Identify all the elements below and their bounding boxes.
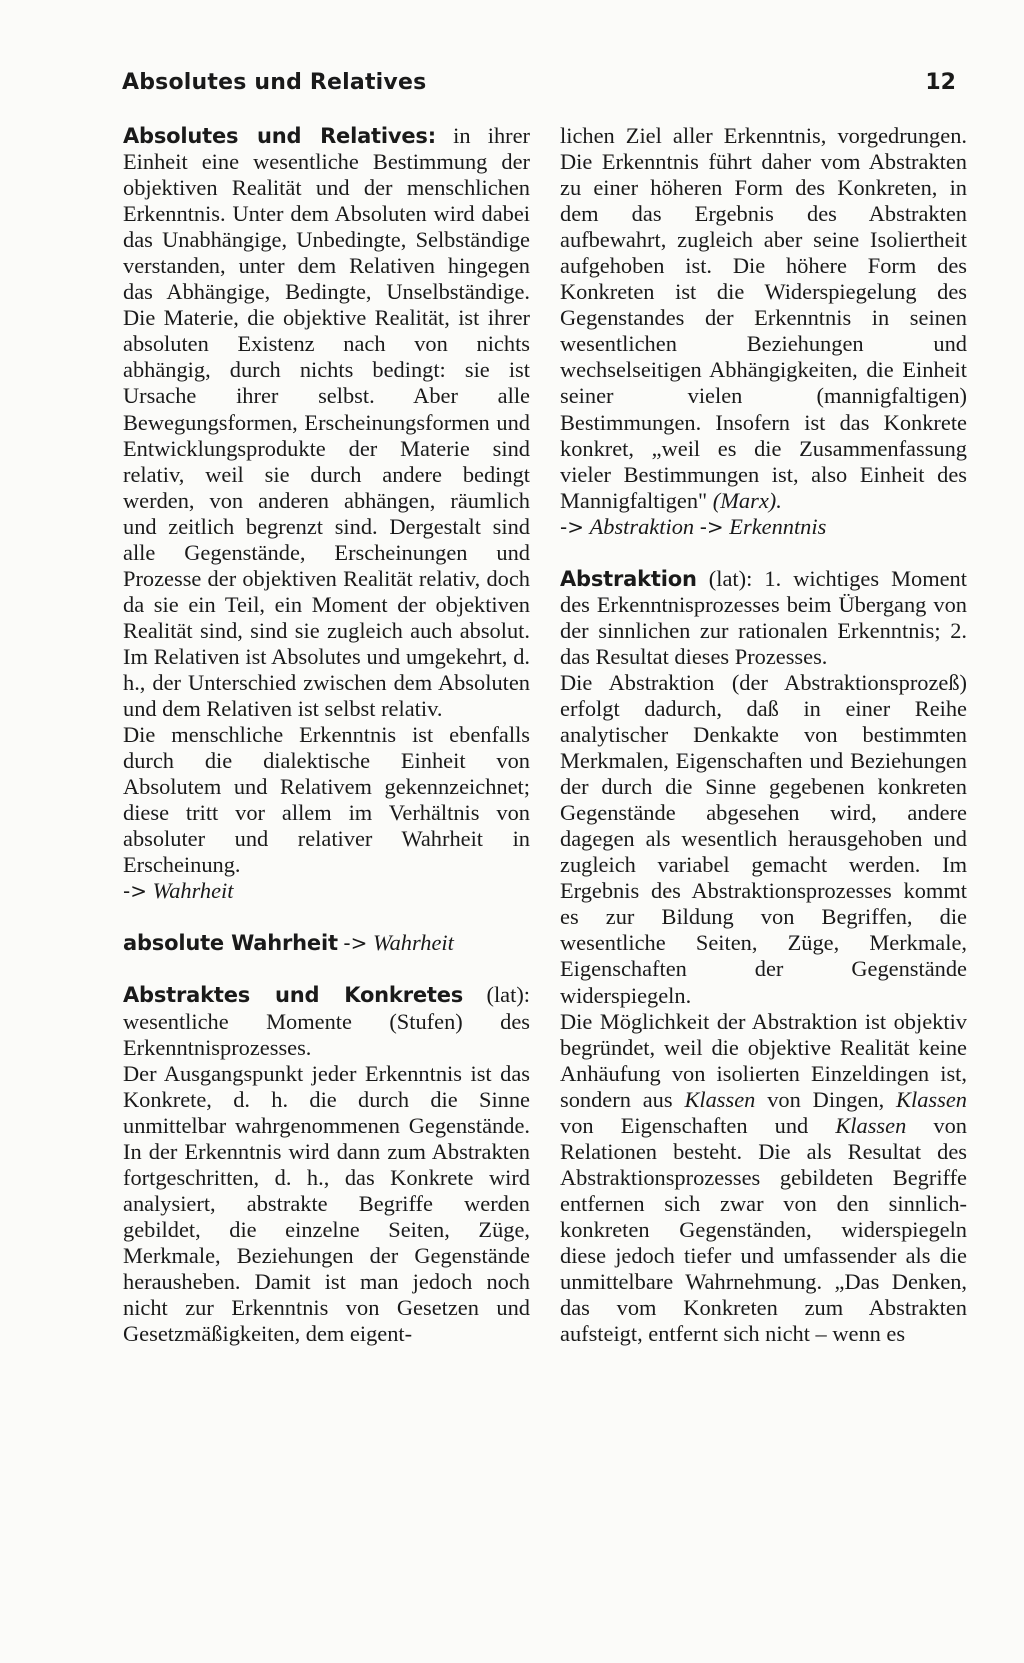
- entry-paragraph: Die menschliche Erkenntnis ist ebenfalls durch die dialektische Einheit von Absolutem und Relativem gekennzeichnet; diese tritt vor allem im Verhältnis von absoluter und relativer Wahrheit in Erscheinung.: [123, 722, 530, 878]
- entry-paragraph: Die Abstraktion (der Abstraktionsprozeß) erfolgt dadurch, daß in einer Reihe analytischer Denkakte von bestimmten Merkmalen, Eigenschaften und Beziehungen der durch die Sinne gegebenen konkreten Gegenstände abgesehen wird, andere dagegen als wesentlich herausgehoben und zugleich variabel gemacht werden. Im Ergebnis des Abstraktionsprozesses kommt es zur Bildung von Begriffen, die wesentliche Seiten, Züge, Merkmale, Eigenschaften der Gegenstände widerspiegeln.: [560, 669, 967, 1008]
- running-title: Absolutes und Relatives: [122, 70, 427, 95]
- entry-headword: Absolutes und Relatives:: [123, 124, 436, 148]
- entry-absolutes-und-relatives: [123, 123, 530, 722]
- entry-intro: (lat): 1. wichtiges Moment des Erkenntnisprozesses beim Übergang von der sinnlichen zur rationalen Erkenntnis; 2. das Resultat dieses Prozesses.: [560, 565, 967, 669]
- entry-headword: Abstraktes und Konkretes: [123, 983, 464, 1008]
- xref-link[interactable]: Wahrheit: [152, 878, 234, 904]
- cross-reference: [560, 514, 967, 540]
- entry-abstraktes-und-konkretes: [123, 982, 530, 1060]
- text-run: von Dingen,: [767, 1086, 885, 1112]
- xref-link[interactable]: Wahrheit: [373, 930, 454, 956]
- entry-abstraktion: [560, 566, 967, 670]
- entry-headword: Abstraktion: [560, 566, 697, 591]
- arrow-right-icon: ->: [699, 514, 724, 539]
- entry-absolute-wahrheit: [123, 930, 530, 956]
- left-column: [123, 123, 530, 1347]
- entry-body: in ihrer Einheit eine wesentliche Bestimmung der objektiven Realität und der menschlichen Erkenntnis. Unter dem Absoluten wird dabei das Unabhängige, Unbedingte, Selbständige verstanden, unter dem Relativen hingegen das Abhängige, Bedingte, Unselbständige. Die Materie, die objektive Realität, ist ihrer absoluten Existenz nach von nichts abhängig, durch nichts bedingt: sie ist Ursache ihrer selbst. Aber alle Bewegungsformen, Erscheinungsformen und Entwicklungsprodukte der Materie sind relativ, weil sie durch andere bedingt werden, von anderen abhängen, räumlich und zeitlich begrenzt sind. Dergestalt sind alle Gegenstände, Erscheinungen und Prozesse der objektiven Realität relativ, doch da sie ein Teil, ein Moment der objektiven Realität sind, sind sie zugleich auch absolut. Im Relativen ist Absolutes und umgekehrt, d. h., der Unterschied zwischen dem Absoluten und dem Relativen ist selbst relativ.: [123, 123, 530, 722]
- entry-headword: absolute Wahrheit: [123, 931, 338, 956]
- arrow-right-icon: ->: [560, 514, 584, 539]
- text-run: von Relationen besteht. Die als Resultat des Abstraktionsprozesses gebildeten Begriffe entfernen sich zwar von den sinnlich-konkreten Gegenständen, widerspiegeln diese jedoch tiefer und umfassender als die unmittelbare Wahrnehmung. „Das Denken, das vom Konkreten zum Abstrakten aufsteigt, entfernt sich nicht – wenn es: [560, 1112, 967, 1347]
- citation: (Marx).: [712, 487, 782, 513]
- xref-link[interactable]: Abstraktion: [589, 513, 695, 539]
- text-run: von Eigenschaften und: [560, 1112, 809, 1138]
- text-run: Die Möglichkeit der Abstraktion ist objektiv begründet, weil die objektive Realität keine Anhäufung von isolierten Einzeldingen ist, sondern aus: [560, 1008, 967, 1112]
- page-number: 12: [925, 70, 956, 95]
- emphasis: Klassen: [684, 1086, 756, 1112]
- entry-paragraph: [560, 1009, 967, 1348]
- arrow-right-icon: ->: [343, 931, 368, 956]
- emphasis: Klassen: [835, 1112, 907, 1138]
- entry-continuation: [560, 123, 967, 514]
- entry-intro: (lat): wesentliche Momente (Stufen) des Erkenntnisprozesses.: [123, 982, 530, 1060]
- entry-body: lichen Ziel aller Erkenntnis, vorgedrungen. Die Erkenntnis führt daher vom Abstrakten zu einer höheren Form des Konkreten, in dem das Ergebnis des Abstrakten aufbewahrt, zugleich aber seine Isoliertheit aufgehoben ist. Die höhere Form des Konkreten ist die Widerspiegelung des Gegenstandes der Erkenntnis in seinen wesentlichen Beziehungen und wechselseitigen Abhängigkeiten, die Einheit seiner vielen (mannigfaltigen) Bestimmungen. Insofern ist das Konkrete konkret, „weil es die Zusammenfassung vieler Bestimmungen ist, also Einheit des Mannigfaltigen": [560, 123, 967, 513]
- right-column: [560, 123, 967, 1347]
- entry-paragraph: Der Ausgangspunkt jeder Erkenntnis ist das Konkrete, d. h. die durch die Sinne unmittelbar wahrgenommenen Gegenstände. In der Erkenntnis wird dann zum Abstrakten fortgeschritten, d. h., das Konkrete wird analysiert, abstrakte Begriffe werden gebildet, die einzelne Seiten, Züge, Merkmale, Beziehungen der Gegenstände herausheben. Damit ist man jedoch noch nicht zur Erkenntnis von Gesetzen und Gesetzmäßigkeiten, dem eigent-: [123, 1060, 530, 1347]
- emphasis: Klassen: [896, 1086, 967, 1112]
- arrow-right-icon: ->: [123, 879, 147, 904]
- xref-link[interactable]: Erkenntnis: [729, 513, 827, 539]
- cross-reference: [123, 878, 530, 904]
